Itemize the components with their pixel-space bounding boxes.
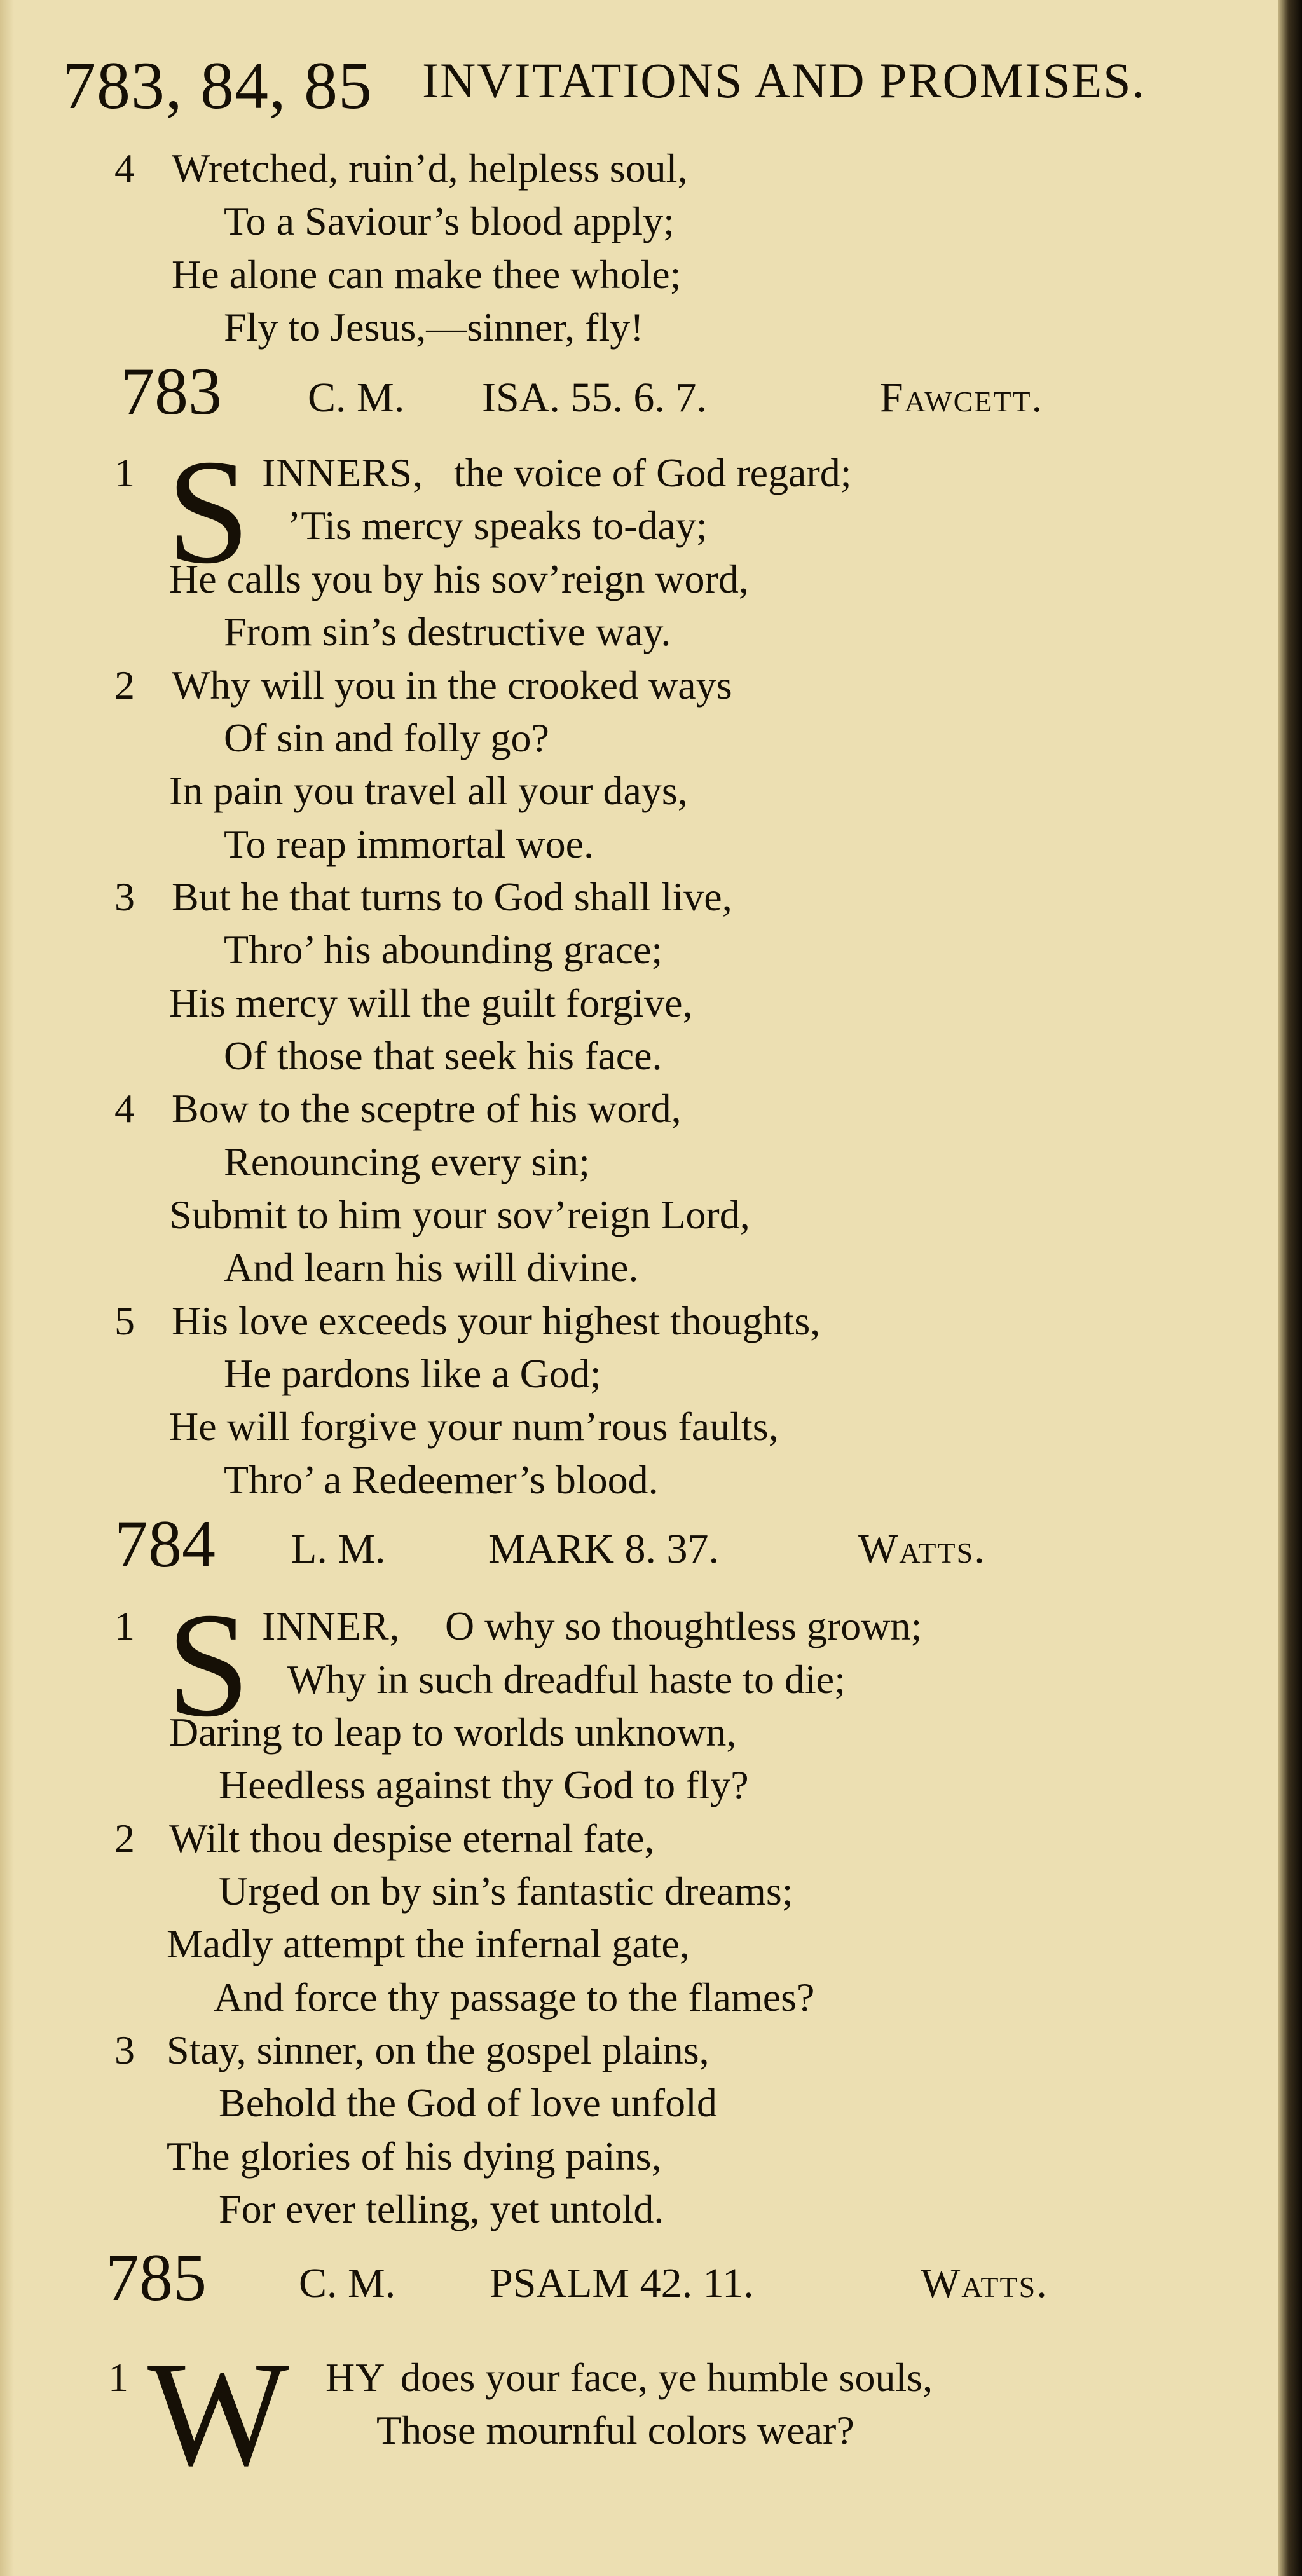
verse-number: 1	[108, 2355, 128, 2400]
verse-line: His mercy will the guilt forgive,	[169, 980, 693, 1025]
verse-number: 4	[114, 146, 135, 191]
hymn-scripture: PSALM 42. 11.	[490, 2260, 754, 2306]
verse-line: His love exceeds your highest thoughts,	[172, 1298, 821, 1343]
verse-line: To reap immortal woe.	[224, 821, 594, 867]
verse-line: From sin’s destructive way.	[224, 609, 671, 654]
hymn-number: 784	[114, 1507, 216, 1581]
hymn-meter: C. M.	[308, 374, 405, 421]
verse-number: 1	[114, 1603, 135, 1648]
verse-line: To a Saviour’s blood apply;	[224, 198, 675, 243]
verse-line: Madly attempt the infernal gate,	[167, 1921, 690, 1966]
verse-number: 5	[114, 1298, 135, 1343]
verse-line: For ever telling, yet untold.	[219, 2186, 664, 2231]
verse-line: Wretched, ruin’d, helpless soul,	[172, 146, 688, 191]
verse-number: 3	[114, 874, 135, 919]
verse-line: Those mournful colors wear?	[376, 2408, 854, 2453]
verse-number: 2	[114, 662, 135, 708]
hymn-meter: L. M.	[291, 1526, 386, 1572]
hymn-number: 783	[121, 354, 222, 428]
verse-line: Of sin and folly go?	[224, 715, 549, 760]
hymn-author: Fawcett.	[880, 374, 1044, 421]
verse-line: The glories of his dying pains,	[167, 2134, 662, 2179]
drop-cap: S	[167, 429, 250, 595]
verse-number: 1	[114, 450, 135, 495]
header-title: INVITATIONS AND PROMISES.	[422, 53, 1146, 108]
verse-line: O why so thoughtless grown;	[445, 1603, 922, 1648]
verse-line: Heedless against thy God to fly?	[219, 1762, 749, 1807]
verse-line: He will forgive your num’rous faults,	[169, 1404, 779, 1449]
verse-line: He calls you by his sov’reign word,	[169, 556, 749, 601]
verse-line: Bow to the sceptre of his word,	[172, 1086, 682, 1131]
verse-line: Urged on by sin’s fantastic dreams;	[219, 1868, 793, 1914]
hymn-number: 785	[106, 2240, 207, 2315]
hymn-author: Watts.	[921, 2260, 1048, 2306]
verse-line: And learn his will divine.	[224, 1245, 639, 1290]
verse-line: the voice of God regard;	[454, 450, 852, 495]
verse-line: does your face, ye humble souls,	[401, 2355, 933, 2400]
verse-line: And force thy passage to the flames?	[214, 1975, 815, 2020]
first-word-rest: INNERS,	[262, 450, 424, 495]
hymn-author: Watts.	[858, 1526, 986, 1572]
verse-line: Renouncing every sin;	[224, 1139, 590, 1184]
drop-cap: S	[167, 1582, 250, 1748]
verse-line: Thro’ a Redeemer’s blood.	[224, 1457, 659, 1502]
verse-line: He alone can make thee whole;	[172, 252, 682, 297]
verse-line: Stay, sinner, on the gospel plains,	[167, 2027, 709, 2072]
first-word-rest: INNER,	[262, 1603, 401, 1648]
page-edge-shadow	[0, 0, 14, 2576]
verse-line: Thro’ his abounding grace;	[224, 927, 663, 972]
verse-line: Why will you in the crooked ways	[172, 662, 732, 708]
verse-line: But he that turns to God shall live,	[172, 874, 732, 919]
first-word-rest: HY	[326, 2355, 386, 2400]
verse-line: Submit to him your sov’reign Lord,	[169, 1192, 750, 1237]
header-hymn-numbers: 783, 84, 85	[62, 48, 373, 123]
hymn-meter: C. M.	[299, 2260, 396, 2306]
hymn-scripture: ISA. 55. 6. 7.	[482, 374, 707, 421]
verse-number: 3	[114, 2027, 135, 2072]
verse-line: In pain you travel all your days,	[169, 768, 688, 813]
verse-line: Wilt thou despise eternal fate,	[169, 1816, 655, 1861]
book-spine-shadow	[1278, 0, 1302, 2576]
verse-line: Fly to Jesus,—sinner, fly!	[224, 305, 644, 350]
verse-line: ’Tis mercy speaks to-day;	[287, 503, 708, 548]
verse-line: Daring to leap to worlds unknown,	[169, 1709, 737, 1755]
verse-line: Why in such dreadful haste to die;	[287, 1657, 846, 1702]
verse-line: Behold the God of love unfold	[219, 2080, 717, 2125]
drop-cap: W	[147, 2331, 289, 2497]
verse-line: Of those that seek his face.	[224, 1033, 662, 1078]
verse-line: He pardons like a God;	[224, 1351, 601, 1396]
verse-number: 2	[114, 1816, 135, 1861]
hymn-scripture: MARK 8. 37.	[488, 1526, 720, 1572]
verse-number: 4	[114, 1086, 135, 1131]
